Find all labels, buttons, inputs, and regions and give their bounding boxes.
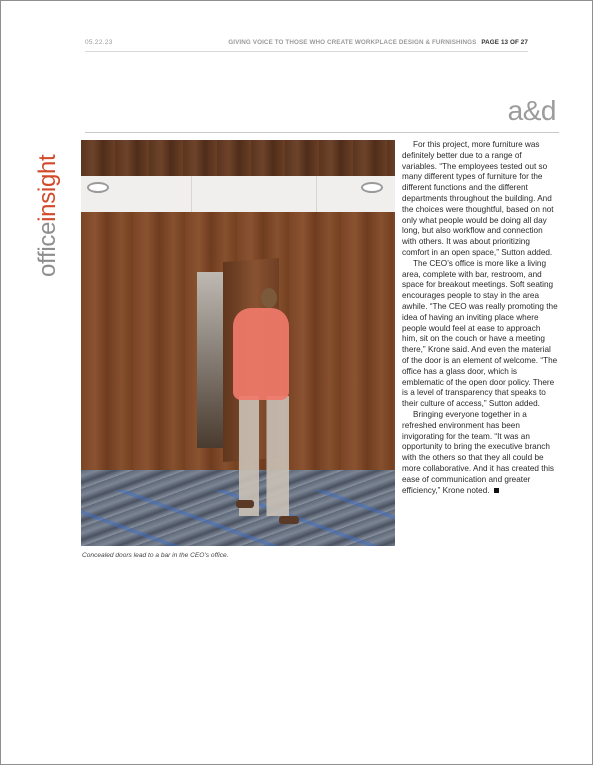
brand-logo bbox=[36, 155, 60, 277]
photo-shoe bbox=[236, 500, 254, 508]
photo-person-head bbox=[261, 288, 277, 308]
photo-person-legs bbox=[239, 396, 289, 516]
article-paragraph: For this project, more furniture was definitely better due to a range of variables. “The employees tested out so many different types of furniture for the different functions and the different departments throughout the building. And the choices were thoughtful, based on not only what people would be doing all day long, but also workflow and connection with others. It was about prioritizing comfort in an open space,” Sutton added. bbox=[402, 140, 554, 257]
running-header bbox=[228, 39, 528, 46]
article-photo bbox=[81, 140, 395, 546]
section-label: a&d bbox=[507, 95, 556, 126]
article-body bbox=[402, 140, 558, 496]
ceiling-light-icon bbox=[361, 182, 383, 193]
article-paragraph-text: Bringing everyone together in a refreshed environment has been invigorating for the team. “It was an opportunity to bring the executive branch with the others so that they all could be more collaborative. And it has created this ease of communication and greater efficiency,” Krone noted. bbox=[402, 409, 555, 495]
photo-ceiling-wood bbox=[81, 140, 395, 176]
photo-caption: Concealed doors lead to a bar in the CEO’s office. bbox=[82, 552, 229, 559]
section-divider bbox=[85, 132, 559, 133]
header-divider bbox=[85, 51, 528, 52]
issue-date: 05.22.23 bbox=[85, 39, 113, 46]
brand-logo-office: office bbox=[34, 221, 61, 277]
photo-door-opening bbox=[197, 272, 223, 448]
ceiling-light-icon bbox=[87, 182, 109, 193]
article-paragraph: The CEO’s office is more like a living area, complete with bar, restroom, and space for breakout meetings. Soft seating encourages people to stay in the area awhile. “The CEO was really promoting the idea of having an inviting place where people would feel at ease to approach him, sit on the couch or have a meeting there,” Krone said. And even the material of the door is an element of welcome. “The office has a glass door, which is emblematic of the open door policy. There is a level of transparency that speaks to their culture of access,” Sutton added. bbox=[402, 258, 558, 409]
photo-person-body bbox=[233, 308, 289, 400]
end-mark-icon bbox=[494, 488, 499, 493]
header-tagline: GIVING VOICE TO THOSE WHO CREATE WORKPLACE DESIGN & FURNISHINGS bbox=[228, 39, 477, 46]
article-paragraph bbox=[402, 410, 558, 496]
photo-shoe bbox=[279, 516, 299, 524]
photo-ceiling bbox=[81, 176, 395, 212]
photo-carpet-accent bbox=[81, 490, 395, 546]
brand-logo-insight: insight bbox=[34, 154, 61, 222]
page-number: PAGE 13 OF 27 bbox=[481, 39, 528, 46]
